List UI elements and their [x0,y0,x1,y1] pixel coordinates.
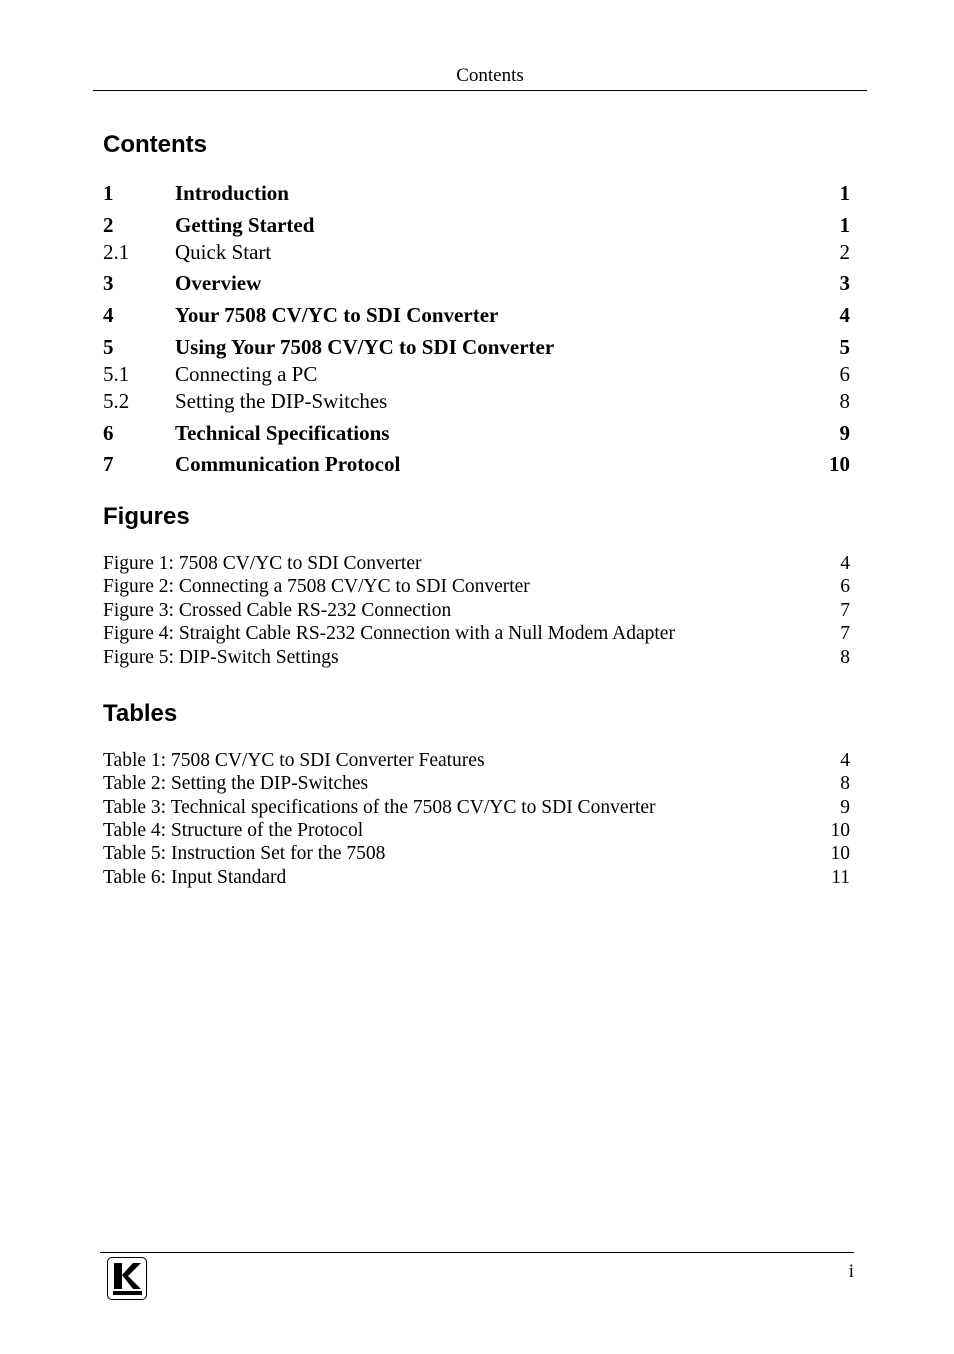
toc-entry-page: 5 [839,335,850,359]
toc-entry[interactable] [103,271,850,295]
toc-entry-page: 10 [829,452,850,476]
figure-entry-page: 6 [840,576,850,597]
toc-entry-number: 5.2 [103,389,130,413]
toc-entry-number: 1 [103,181,114,205]
table-entry-title: Table 6: Input Standard [103,867,287,888]
toc-entry-page: 6 [839,362,850,386]
toc-entry-title: Connecting a PC [175,362,318,386]
toc-entry-title: Setting the DIP-Switches [175,389,388,413]
table-entry-page: 9 [840,797,850,818]
figure-entry-title: Figure 5: DIP-Switch Settings [103,647,339,668]
figure-entry[interactable] [103,553,850,575]
table-entry-page: 11 [831,867,850,888]
figure-entry-title: Figure 4: Straight Cable RS-232 Connection with a Null Modem Adapter [103,623,675,644]
figure-entry-page: 4 [840,553,850,574]
table-entry-page: 10 [830,843,850,864]
table-entry-title: Table 2: Setting the DIP-Switches [103,773,369,794]
table-entry[interactable] [103,750,850,772]
toc-entry-page: 2 [839,240,850,264]
toc-entry[interactable] [103,421,850,445]
table-entry[interactable] [103,820,850,842]
toc-entry[interactable] [103,452,850,476]
table-entry-page: 8 [840,773,850,794]
figure-entry-title: Figure 1: 7508 CV/YC to SDI Converter [103,553,422,574]
figure-entry[interactable] [103,647,850,669]
table-entry-title: Table 1: 7508 CV/YC to SDI Converter Features [103,750,485,771]
figure-entry[interactable] [103,576,850,598]
figure-entry-page: 7 [840,600,850,621]
toc-entry[interactable] [103,181,850,205]
page-number: i [848,1261,854,1282]
toc-entry-number: 2.1 [103,240,130,264]
figure-entry-page: 7 [840,623,850,644]
toc-entry-title: Getting Started [175,213,315,237]
toc-entry-title: Introduction [175,181,289,205]
table-entry-title: Table 3: Technical specifications of the 7508 CV/YC to SDI Converter [103,797,656,818]
table-entry-title: Table 5: Instruction Set for the 7508 [103,843,386,864]
table-entry[interactable] [103,843,850,865]
toc-entry-title: Quick Start [175,240,272,264]
toc-entry-page: 8 [839,389,850,413]
toc-entry-page: 1 [839,213,850,237]
table-entry[interactable] [103,867,850,889]
toc-entry-number: 6 [103,421,114,445]
toc-entry[interactable] [103,362,850,386]
toc-entry-number: 7 [103,452,114,476]
running-header [93,65,867,91]
figure-entry[interactable] [103,623,850,645]
figure-entry-title: Figure 2: Connecting a 7508 CV/YC to SDI Converter [103,576,530,597]
toc-entry-title: Overview [175,271,262,295]
table-entry-title: Table 4: Structure of the Protocol [103,820,364,841]
figure-entry-title: Figure 3: Crossed Cable RS-232 Connection [103,600,452,621]
toc-entry[interactable] [103,213,850,237]
toc-entry-title: Using Your 7508 CV/YC to SDI Converter [175,335,555,359]
toc-entry-number: 3 [103,271,114,295]
toc-entry-title: Communication Protocol [175,452,401,476]
table-entry-page: 4 [840,750,850,771]
figures-heading: Figures [103,503,190,530]
running-header-title: Contents [456,65,524,86]
table-entry[interactable] [103,797,850,819]
footer-divider [100,1252,854,1253]
toc-entry-page: 3 [839,271,850,295]
toc-entry[interactable] [103,240,850,264]
figure-entry-page: 8 [840,647,850,668]
table-entry[interactable] [103,773,850,795]
toc-entry-title: Technical Specifications [175,421,390,445]
kramer-logo-icon [107,1257,147,1300]
toc-entry[interactable] [103,335,850,359]
toc-entry-title: Your 7508 CV/YC to SDI Converter [175,303,499,327]
toc-entry[interactable] [103,389,850,413]
toc-entry-number: 4 [103,303,114,327]
toc-entry-page: 4 [839,303,850,327]
toc-entry-page: 1 [839,181,850,205]
figure-entry[interactable] [103,600,850,622]
toc-entry-number: 5.1 [103,362,130,386]
toc-entry-number: 5 [103,335,114,359]
toc-entry-page: 9 [839,421,850,445]
toc-entry[interactable] [103,303,850,327]
toc-entry-number: 2 [103,213,114,237]
table-entry-page: 10 [830,820,850,841]
tables-heading: Tables [103,700,178,727]
contents-heading: Contents [103,131,207,158]
